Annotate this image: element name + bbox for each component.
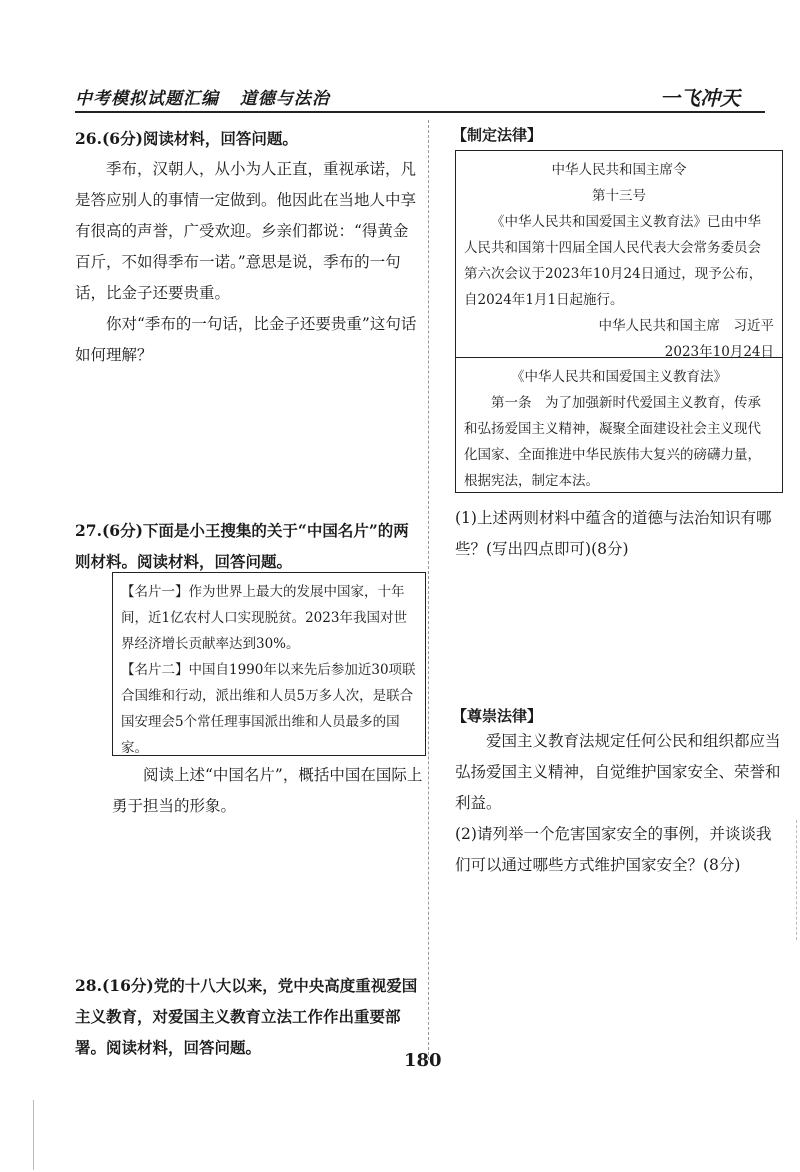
law-section-head: 【制定法律】 [452, 126, 543, 144]
q27-head: 27.(6分)下面是小王搜集的关于“中国名片”的两则材料。阅读材料，回答问题。 [75, 521, 409, 571]
left-binding-marks [33, 1100, 34, 1170]
decree-date: 2023年10月24日 [664, 344, 774, 360]
decree-title: 中华人民共和国主席令 [551, 162, 687, 178]
sub-question-1 [455, 503, 785, 565]
sub-question-2 [455, 819, 785, 881]
q27-question-block [112, 760, 424, 822]
q1-text: (1)上述两则材料中蕴含的道德与法治知识有哪些？(写出四点即可)(8分) [455, 509, 772, 558]
answer-blank-1[interactable] [154, 741, 216, 756]
question-28 [75, 970, 420, 1063]
law-article-box [455, 358, 783, 493]
q2-text: (2)请列举一个危害国家安全的事例，并谈谈我们可以通过哪些方式维护国家安全？(8分) [455, 825, 772, 874]
question-27 [75, 515, 420, 577]
decree-body: 《中华人民共和国爱国主义教育法》已由中华人民共和国第十四届全国人民代表大会常务委员会第六次会议于2023年10月24日通过，现予公布，自2024年1月1日起施行。 [464, 214, 763, 308]
book-subject: 道德与法治 [239, 89, 330, 109]
name-cards-box [112, 572, 426, 756]
page-number: 180 [404, 1050, 442, 1071]
respect-material [455, 726, 785, 819]
brand-logo: 一飞冲天 [660, 86, 740, 110]
card-two [121, 657, 417, 761]
question-26 [75, 123, 420, 371]
decree-number: 第十三号 [592, 188, 646, 204]
respect-section-head: 【尊崇法律】 [452, 707, 543, 725]
answer-blank-2[interactable] [228, 741, 290, 756]
book-title: 中考模拟试题汇编 [75, 89, 219, 109]
card-one: 【名片一】作为世界上最大的发展中国家，十年间，近1亿农村人口实现脱贫。2023年我国对世界经济增长贡献率达到30%。 [121, 584, 407, 652]
header-divider [75, 111, 765, 113]
answer-blank-3[interactable] [302, 741, 364, 756]
column-divider [428, 120, 429, 1060]
law-article-1: 第一条 为了加强新时代爱国主义教育，传承和弘扬爱国主义精神，凝聚全面建设社会主义现代化国家、全面推进中华民族伟大复兴的磅礴力量，根据宪法，制定本法。 [464, 395, 761, 489]
q26-material: 季布，汉朝人，从小为人正直，重视承诺，凡是答应别人的事情一定做到。他因此在当地人中享有很高的声誉，广受欢迎。乡亲们都说：“得黄金百斤，不如得季布一诺。”意思是说，季布的一句话，比金子还要贵重。 [75, 160, 417, 302]
q27-question: 阅读上述“中国名片”，概括中国在国际上勇于担当的形象。 [112, 766, 423, 815]
card-two-text: 【名片二】中国自1990年以来先后参加近30项联合国维和行动，派出维和人员5万多人次，是联合国安理会5个常任理事国派出维和人员最多的国家。 [121, 662, 416, 756]
header-title [75, 84, 330, 109]
q26-head: 26.(6分)阅读材料，回答问题。 [75, 129, 298, 148]
margin-marks [796, 820, 797, 940]
respect-body: 爱国主义教育法规定任何公民和组织都应当弘扬爱国主义精神，自觉维护国家安全、荣誉和利益。 [455, 732, 781, 812]
law-title: 《中华人民共和国爱国主义教育法》 [511, 369, 727, 385]
decree-box [455, 150, 783, 358]
q28-head: 28.(16分)党的十八大以来，党中央高度重视爱国主义教育，对爱国主义教育立法工作作出重要部署。阅读材料，回答问题。 [75, 976, 418, 1057]
q26-question: 你对“季布的一句话，比金子还要贵重”这句话如何理解？ [75, 315, 417, 364]
decree-signer: 中华人民共和国主席 习近平 [598, 318, 774, 334]
